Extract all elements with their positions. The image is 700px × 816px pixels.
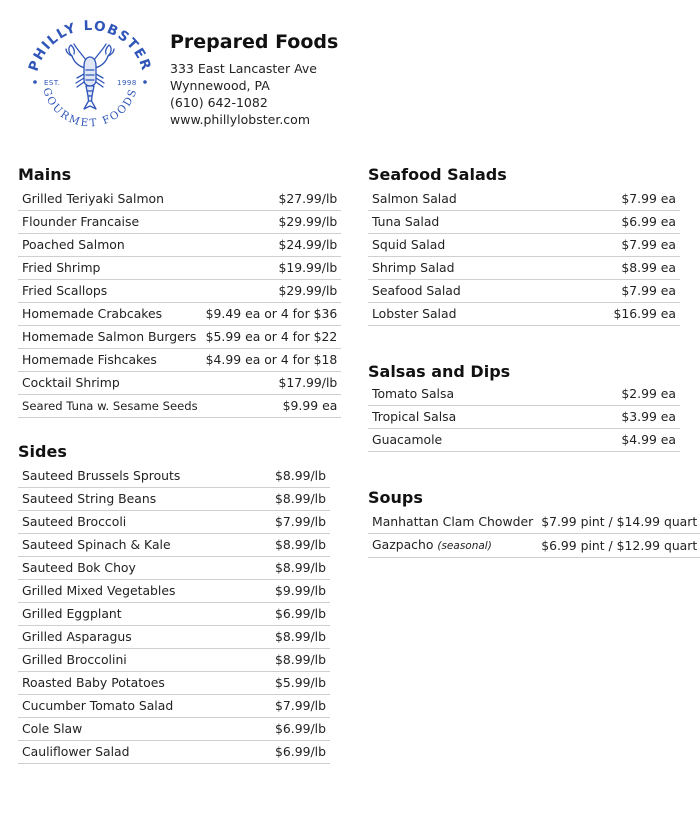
store-website: www.phillylobster.com (170, 112, 310, 127)
item-price: $19.99/lb (202, 257, 342, 280)
item-name-text: Shrimp Salad (372, 260, 455, 275)
item-price: $29.99/lb (202, 280, 342, 303)
item-name-text: Manhattan Clam Chowder (372, 514, 534, 529)
menu-row (18, 188, 341, 211)
item-name (368, 383, 554, 406)
menu-row (18, 303, 341, 326)
menu-row (18, 349, 341, 372)
item-name (368, 280, 548, 303)
item-name-text: Homemade Crabcakes (22, 306, 163, 321)
store-city: Wynnewood, PA (170, 78, 270, 93)
seafood-salads-title: Seafood Salads (368, 165, 507, 184)
item-name (18, 626, 248, 649)
item-price: $6.99 pint / $12.99 quart (537, 534, 700, 558)
item-name (18, 741, 248, 764)
menu-row (18, 741, 330, 764)
menu-row (18, 257, 341, 280)
item-price: $7.99 ea (548, 234, 680, 257)
item-name-text: Sauteed Brussels Sprouts (22, 468, 181, 483)
item-price: $17.99/lb (202, 372, 342, 395)
page-title: Prepared Foods (170, 31, 339, 53)
soups-table (368, 511, 700, 558)
menu-row (18, 649, 330, 672)
menu-row (18, 580, 330, 603)
item-name-text: Sauteed Broccoli (22, 514, 127, 529)
mains-title: Mains (18, 165, 72, 184)
right-column (368, 164, 698, 558)
menu-row (368, 383, 680, 406)
item-price: $7.99 ea (548, 188, 680, 211)
item-price: $4.99 ea (554, 429, 680, 452)
item-price: $7.99 pint / $14.99 quart (537, 511, 700, 534)
menu-row (368, 188, 680, 211)
item-name (368, 211, 548, 234)
store-address: 333 East Lancaster Ave (170, 61, 317, 76)
item-name-text: Grilled Teriyaki Salmon (22, 191, 164, 206)
item-name (18, 557, 248, 580)
menu-row (18, 534, 330, 557)
item-name (368, 534, 537, 558)
lobster-logo-icon (22, 14, 158, 150)
store-info (170, 30, 338, 128)
item-name (18, 372, 202, 395)
item-name-text: Squid Salad (372, 237, 446, 252)
item-note: (seasonal) (437, 540, 492, 552)
item-price: $6.99/lb (248, 603, 330, 626)
item-name-text: Cocktail Shrimp (22, 375, 120, 390)
menu-row (18, 672, 330, 695)
item-name (18, 672, 248, 695)
menu-row (368, 211, 680, 234)
item-name-text: Flounder Francaise (22, 214, 140, 229)
item-name-text: Homemade Salmon Burgers (22, 329, 197, 344)
item-price: $7.99 ea (548, 280, 680, 303)
item-price: $5.99/lb (248, 672, 330, 695)
lobster-icon (66, 44, 114, 109)
item-name (18, 211, 202, 234)
item-price: $8.99/lb (248, 488, 330, 511)
item-name-text: Sauteed Spinach & Kale (22, 537, 171, 552)
menu-row (368, 280, 680, 303)
seafood-salads-table (368, 188, 680, 326)
item-name (368, 511, 537, 534)
menu-row (368, 429, 680, 452)
item-name (18, 395, 202, 418)
item-name-text: Lobster Salad (372, 306, 457, 321)
item-price: $8.99/lb (248, 626, 330, 649)
soups-title: Soups (368, 488, 423, 507)
item-name-text: Grilled Asparagus (22, 629, 132, 644)
menu-row (368, 511, 700, 534)
item-name-text: Grilled Mixed Vegetables (22, 583, 176, 598)
item-name-text: Seared Tuna w. Sesame Seeds (22, 399, 198, 413)
item-price: $9.99 ea (202, 395, 342, 418)
item-name (18, 718, 248, 741)
item-name (368, 303, 548, 326)
menu-row (18, 465, 330, 488)
item-name-text: Sauteed Bok Choy (22, 560, 136, 575)
menu-row (18, 603, 330, 626)
item-name (18, 234, 202, 257)
menu-row (368, 303, 680, 326)
item-name-text: Homemade Fishcakes (22, 352, 157, 367)
item-price: $7.99/lb (248, 695, 330, 718)
sides-table (18, 465, 330, 764)
menu-row (18, 718, 330, 741)
logo-top-text: PHILLY LOBSTER (25, 17, 155, 74)
item-price: $8.99/lb (248, 649, 330, 672)
item-name (18, 580, 248, 603)
item-name-text: Cauliflower Salad (22, 744, 130, 759)
item-name (18, 326, 202, 349)
menu-row (18, 626, 330, 649)
item-name (18, 488, 248, 511)
item-name (18, 303, 202, 326)
item-name-text: Poached Salmon (22, 237, 125, 252)
menu-row (18, 372, 341, 395)
item-name (368, 188, 548, 211)
item-name (368, 406, 554, 429)
menu-row (368, 234, 680, 257)
menu-row (18, 280, 341, 303)
item-name (368, 234, 548, 257)
logo-est-label: EST. (44, 79, 61, 87)
item-name (18, 188, 202, 211)
item-price: $9.49 ea or 4 for $36 (202, 303, 342, 326)
menu-row (18, 395, 341, 418)
menu-row (18, 511, 330, 534)
item-name-text: Roasted Baby Potatoes (22, 675, 165, 690)
item-price: $8.99/lb (248, 534, 330, 557)
menu-row (18, 234, 341, 257)
item-name-text: Tomato Salsa (372, 386, 455, 401)
menu-row (368, 406, 680, 429)
mains-table (18, 188, 341, 418)
menu-row (18, 695, 330, 718)
menu-row (18, 326, 341, 349)
item-name (18, 257, 202, 280)
item-name-text: Cole Slaw (22, 721, 83, 736)
item-name-text: Sauteed String Beans (22, 491, 157, 506)
item-price: $6.99/lb (248, 741, 330, 764)
item-name (18, 280, 202, 303)
item-name (18, 465, 248, 488)
item-name-text: Cucumber Tomato Salad (22, 698, 174, 713)
menu-row (18, 557, 330, 580)
menu-row (368, 257, 680, 280)
menu-row (368, 534, 700, 558)
item-price: $9.99/lb (248, 580, 330, 603)
menu-row (18, 488, 330, 511)
item-name-text: Fried Shrimp (22, 260, 101, 275)
item-name-text: Salmon Salad (372, 191, 457, 206)
logo-bottom-text: GOURMET FOODS (40, 86, 140, 130)
item-price: $16.99 ea (548, 303, 680, 326)
item-price: $24.99/lb (202, 234, 342, 257)
logo-est-year: 1998 (117, 79, 137, 87)
item-name (18, 649, 248, 672)
item-price: $4.99 ea or 4 for $18 (202, 349, 342, 372)
item-price: $8.99 ea (548, 257, 680, 280)
item-price: $3.99 ea (554, 406, 680, 429)
store-phone: (610) 642-1082 (170, 95, 268, 110)
item-name (18, 695, 248, 718)
item-name-text: Guacamole (372, 432, 443, 447)
item-name-text: Grilled Broccolini (22, 652, 127, 667)
item-price: $8.99/lb (248, 557, 330, 580)
item-name (18, 349, 202, 372)
item-price: $27.99/lb (202, 188, 342, 211)
brand-logo (22, 14, 158, 150)
item-name-text: Seafood Salad (372, 283, 461, 298)
item-name (18, 511, 248, 534)
item-price: $5.99 ea or 4 for $22 (202, 326, 342, 349)
item-name-text: Gazpacho (372, 537, 434, 552)
item-name-text: Grilled Eggplant (22, 606, 122, 621)
item-price: $2.99 ea (554, 383, 680, 406)
item-price: $6.99 ea (548, 211, 680, 234)
item-name (368, 429, 554, 452)
salsas-title: Salsas and Dips (368, 362, 511, 381)
item-name (368, 257, 548, 280)
salsas-table (368, 383, 680, 452)
item-name-text: Tropical Salsa (372, 409, 457, 424)
item-price: $29.99/lb (202, 211, 342, 234)
item-name (18, 603, 248, 626)
sides-title: Sides (18, 442, 67, 461)
item-price: $8.99/lb (248, 465, 330, 488)
item-price: $7.99/lb (248, 511, 330, 534)
left-column (18, 164, 338, 764)
menu-row (18, 211, 341, 234)
item-name-text: Tuna Salad (372, 214, 440, 229)
item-price: $6.99/lb (248, 718, 330, 741)
item-name-text: Fried Scallops (22, 283, 108, 298)
item-name (18, 534, 248, 557)
